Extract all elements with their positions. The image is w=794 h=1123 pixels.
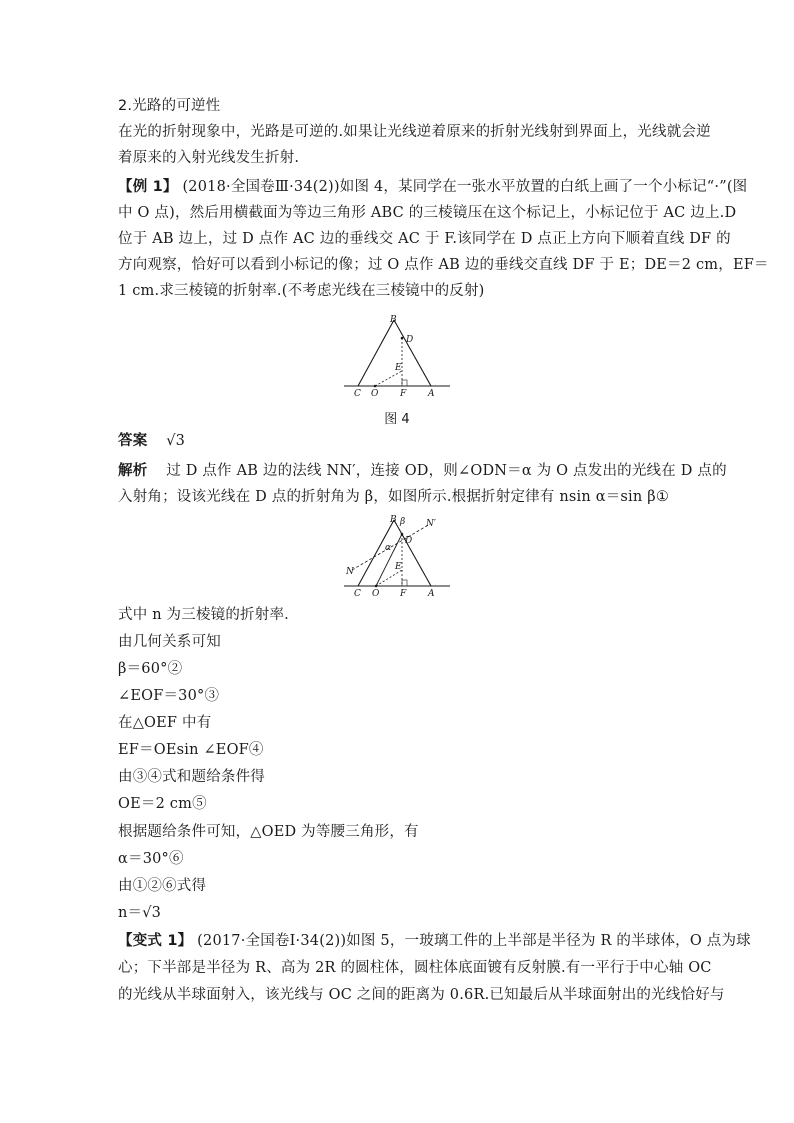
- analysis-line: 由①②⑥式得: [118, 878, 207, 894]
- example-tag: 【例 1】: [118, 179, 178, 195]
- section-heading: 2.光路的可逆性: [118, 98, 221, 114]
- equation-line: EF＝OEsin ∠EOF④: [118, 742, 264, 758]
- analysis-line: 在△OEF 中有: [118, 715, 212, 731]
- paragraph-line: 着原来的入射光线发生折射.: [118, 150, 300, 166]
- label-alpha: α: [385, 543, 392, 553]
- label-f: F: [400, 389, 407, 398]
- label-c: C: [354, 589, 361, 598]
- point-o: [374, 385, 377, 388]
- analysis-line: 式中 n 为三棱镜的折射率.: [118, 607, 289, 623]
- label-b: B: [390, 315, 397, 325]
- label-o: O: [372, 589, 380, 598]
- figure-4: [338, 314, 458, 398]
- point-o: [375, 585, 378, 588]
- answer-value: √3: [166, 433, 186, 449]
- paragraph-line: 在光的折射现象中，光路是可逆的.如果让光线逆着原来的折射光线射到界面上，光线就会逆: [118, 124, 711, 140]
- example-line: 方向观察，恰好可以看到小标记的像；过 O 点作 AB 边的垂线交直线 DF 于 E；DE＝2 cm，EF＝: [118, 257, 769, 273]
- example-line: [118, 177, 748, 197]
- prism-side-bc: [358, 520, 394, 586]
- equation-line: n＝√3: [118, 905, 162, 921]
- figure-4-caption: 图 4: [384, 412, 410, 427]
- label-o: O: [371, 389, 379, 398]
- analysis-line: 根据题给条件可知，△OED 为等腰三角形，有: [118, 824, 419, 840]
- label-n: N: [346, 567, 354, 577]
- example-line: 位于 AB 边上，过 D 点作 AC 边的垂线交 AC 于 F.该同学在 D 点正上方向下顺着直线 DF 的: [118, 231, 731, 247]
- label-n-prime: N′: [426, 519, 436, 529]
- example-line: 1 cm.求三棱镜的折射率.(不考虑光线在三棱镜中的反射): [118, 283, 485, 299]
- label-a: A: [428, 589, 435, 598]
- figure-solution: [338, 512, 458, 598]
- answer-label: 答案: [118, 433, 148, 449]
- variant-text: (2017·全国卷Ⅰ·34(2))如图 5，一玻璃工件的上半部是半径为 R 的半球体，O 点为球: [197, 933, 751, 949]
- label-d: D: [406, 335, 414, 345]
- prism-side-ba: [394, 520, 431, 586]
- variant-line: [118, 931, 751, 951]
- example-text: (2018·全国卷Ⅲ·34(2))如图 4，某同学在一张水平放置的白纸上画了一个小标记“·”(图: [182, 179, 748, 195]
- analysis-line: 入射角；设该光线在 D 点的折射角为 β，如图所示.根据折射定律有 nsin α＝sin β①: [118, 489, 670, 505]
- variant-line: 的光线从半球面射入，该光线与 OC 之间的距离为 0.6R.已知最后从半球面射出的光线恰好与: [118, 987, 725, 1003]
- equation-line: β＝60°②: [118, 661, 183, 677]
- equation-line: OE＝2 cm⑤: [118, 796, 207, 812]
- analysis-text: 过 D 点作 AB 边的法线 NN′，连接 OD，则∠ODN＝α 为 O 点发出的光线在 D 点的: [166, 463, 727, 479]
- variant-line: 心；下半部是半径为 R、高为 2R 的圆柱体，圆柱体底面镀有反射膜.有一平行于中心轴 OC: [118, 960, 712, 976]
- example-line: 中 O 点)，然后用横截面为等边三角形 ABC 的三棱镜压在这个标记上，小标记位于 AC 边上.D: [118, 205, 737, 221]
- point-d: [401, 337, 404, 340]
- equation-line: α＝30°⑥: [118, 851, 184, 867]
- right-angle-mark: [402, 580, 407, 586]
- variant-tag: 【变式 1】: [118, 933, 193, 949]
- label-e: E: [395, 363, 402, 373]
- label-d: D: [405, 536, 413, 546]
- line-od: [376, 534, 402, 586]
- equation-line: ∠EOF＝30°③: [118, 688, 220, 704]
- answer-line: [118, 431, 680, 451]
- prism-side-ba: [394, 320, 431, 386]
- label-f: F: [400, 589, 407, 598]
- right-angle-mark: [402, 380, 407, 386]
- analysis-line: 由几何关系可知: [118, 634, 221, 650]
- analysis-line: 由③④式和题给条件得: [118, 769, 265, 785]
- prism-side-bc: [358, 320, 394, 386]
- point-d: [401, 533, 404, 536]
- label-b: B: [390, 515, 397, 525]
- label-c: C: [354, 389, 361, 398]
- label-e: E: [395, 562, 402, 572]
- label-beta: β: [400, 517, 406, 527]
- label-a: A: [428, 389, 435, 398]
- analysis-label: 解析: [118, 463, 148, 479]
- line-oe: [375, 371, 402, 386]
- analysis-line: [118, 461, 727, 481]
